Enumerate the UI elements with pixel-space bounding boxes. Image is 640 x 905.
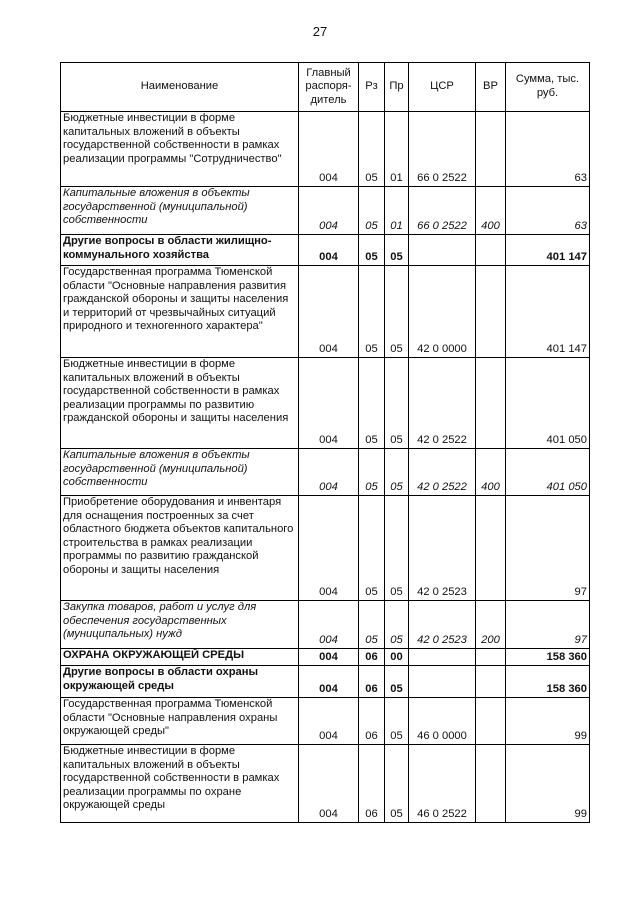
cell-rz: 05: [359, 112, 385, 187]
cell-csr: 66 0 2522: [409, 187, 476, 235]
table-row: [61, 266, 590, 358]
cell-pr: 00: [385, 649, 409, 666]
cell-vr: [476, 745, 506, 823]
table-row: [61, 358, 590, 449]
cell-pr: 01: [385, 187, 409, 235]
table-row: [61, 187, 590, 235]
cell-pr: 05: [385, 449, 409, 496]
cell-name: Бюджетные инвестиции в форме капитальных вложений в объекты государственной собственности в рамках реализации программы по охране окружающей среды: [61, 745, 299, 823]
cell-gr: 004: [299, 235, 359, 266]
cell-gr: 004: [299, 698, 359, 745]
header-name: Наименование: [61, 63, 299, 112]
cell-name: Государственная программа Тюменской области "Основные направления охраны окружающей среды": [61, 698, 299, 745]
cell-sum: 158 360: [506, 666, 590, 698]
header-rz: Рз: [359, 63, 385, 112]
table-body: [61, 112, 590, 823]
cell-rz: 06: [359, 666, 385, 698]
cell-vr: [476, 666, 506, 698]
cell-pr: 05: [385, 496, 409, 601]
table-row: [61, 666, 590, 698]
table-row: [61, 745, 590, 823]
cell-rz: 06: [359, 745, 385, 823]
table-row: [61, 496, 590, 601]
cell-rz: 05: [359, 601, 385, 649]
header-csr: ЦСР: [409, 63, 476, 112]
cell-csr: 66 0 2522: [409, 112, 476, 187]
cell-name: Капитальные вложения в объекты государственной (муниципальной) собственности: [61, 187, 299, 235]
table-row: [61, 235, 590, 266]
cell-pr: 05: [385, 666, 409, 698]
header-gr: Главный распоря-дитель: [299, 63, 359, 112]
cell-rz: 05: [359, 187, 385, 235]
cell-pr: 05: [385, 698, 409, 745]
cell-sum: 401 147: [506, 235, 590, 266]
cell-rz: 06: [359, 649, 385, 666]
cell-sum: 97: [506, 601, 590, 649]
cell-vr: [476, 235, 506, 266]
cell-name: Капитальные вложения в объекты государственной (муниципальной) собственности: [61, 449, 299, 496]
budget-table: [60, 62, 590, 823]
cell-sum: 401 147: [506, 266, 590, 358]
cell-rz: 05: [359, 449, 385, 496]
cell-gr: 004: [299, 266, 359, 358]
cell-gr: 004: [299, 358, 359, 449]
cell-gr: 004: [299, 112, 359, 187]
cell-sum: 99: [506, 745, 590, 823]
cell-gr: 004: [299, 601, 359, 649]
header-row: [61, 63, 590, 112]
cell-csr: 42 0 0000: [409, 266, 476, 358]
cell-rz: 05: [359, 266, 385, 358]
cell-sum: 158 360: [506, 649, 590, 666]
table-row: [61, 449, 590, 496]
cell-csr: 46 0 2522: [409, 745, 476, 823]
cell-pr: 05: [385, 601, 409, 649]
cell-pr: 01: [385, 112, 409, 187]
cell-gr: 004: [299, 449, 359, 496]
cell-csr: 46 0 0000: [409, 698, 476, 745]
cell-pr: 05: [385, 358, 409, 449]
cell-csr: [409, 235, 476, 266]
cell-vr: [476, 112, 506, 187]
cell-vr: 400: [476, 187, 506, 235]
cell-vr: [476, 496, 506, 601]
cell-name: Другие вопросы в области жилищно-коммунального хозяйства: [61, 235, 299, 266]
cell-vr: 200: [476, 601, 506, 649]
cell-pr: 05: [385, 266, 409, 358]
cell-vr: 400: [476, 449, 506, 496]
cell-sum: 99: [506, 698, 590, 745]
header-pr: Пр: [385, 63, 409, 112]
header-vr: ВР: [476, 63, 506, 112]
cell-vr: [476, 358, 506, 449]
cell-sum: 63: [506, 187, 590, 235]
cell-name: Другие вопросы в области охраны окружающей среды: [61, 666, 299, 698]
cell-sum: 97: [506, 496, 590, 601]
cell-gr: 004: [299, 496, 359, 601]
table-row: [61, 649, 590, 666]
cell-csr: 42 0 2523: [409, 496, 476, 601]
cell-gr: 004: [299, 649, 359, 666]
cell-name: ОХРАНА ОКРУЖАЮЩЕЙ СРЕДЫ: [61, 649, 299, 666]
table-row: [61, 112, 590, 187]
cell-gr: 004: [299, 187, 359, 235]
cell-name: Бюджетные инвестиции в форме капитальных вложений в объекты государственной собственности в рамках реализации программы по развитию гражданской обороны и защиты населения: [61, 358, 299, 449]
cell-sum: 401 050: [506, 449, 590, 496]
cell-name: Приобретение оборудования и инвентаря для оснащения построенных за счет областного бюджета объектов капитального строительства в рамках реализации программы по развитию гражданской обороны и защиты населения: [61, 496, 299, 601]
cell-name: Бюджетные инвестиции в форме капитальных вложений в объекты государственной собственности в рамках реализации программы "Сотрудничество": [61, 112, 299, 187]
cell-rz: 06: [359, 698, 385, 745]
page-number: 27: [312, 24, 328, 39]
cell-pr: 05: [385, 745, 409, 823]
header-sum: Сумма, тыс. руб.: [506, 63, 590, 112]
cell-sum: 401 050: [506, 358, 590, 449]
cell-csr: [409, 666, 476, 698]
cell-name: Государственная программа Тюменской области "Основные направления развития гражданской обороны и защиты населения и территорий от чрезвычайных ситуаций природного и техногенного характера": [61, 266, 299, 358]
cell-vr: [476, 698, 506, 745]
cell-gr: 004: [299, 745, 359, 823]
cell-vr: [476, 649, 506, 666]
cell-sum: 63: [506, 112, 590, 187]
cell-pr: 05: [385, 235, 409, 266]
cell-vr: [476, 266, 506, 358]
table-row: [61, 698, 590, 745]
cell-rz: 05: [359, 358, 385, 449]
cell-csr: 42 0 2523: [409, 601, 476, 649]
cell-name: Закупка товаров, работ и услуг для обеспечения государственных (муниципальных) нужд: [61, 601, 299, 649]
cell-csr: 42 0 2522: [409, 449, 476, 496]
cell-gr: 004: [299, 666, 359, 698]
cell-csr: [409, 649, 476, 666]
table-row: [61, 601, 590, 649]
cell-csr: 42 0 2522: [409, 358, 476, 449]
cell-rz: 05: [359, 235, 385, 266]
cell-rz: 05: [359, 496, 385, 601]
